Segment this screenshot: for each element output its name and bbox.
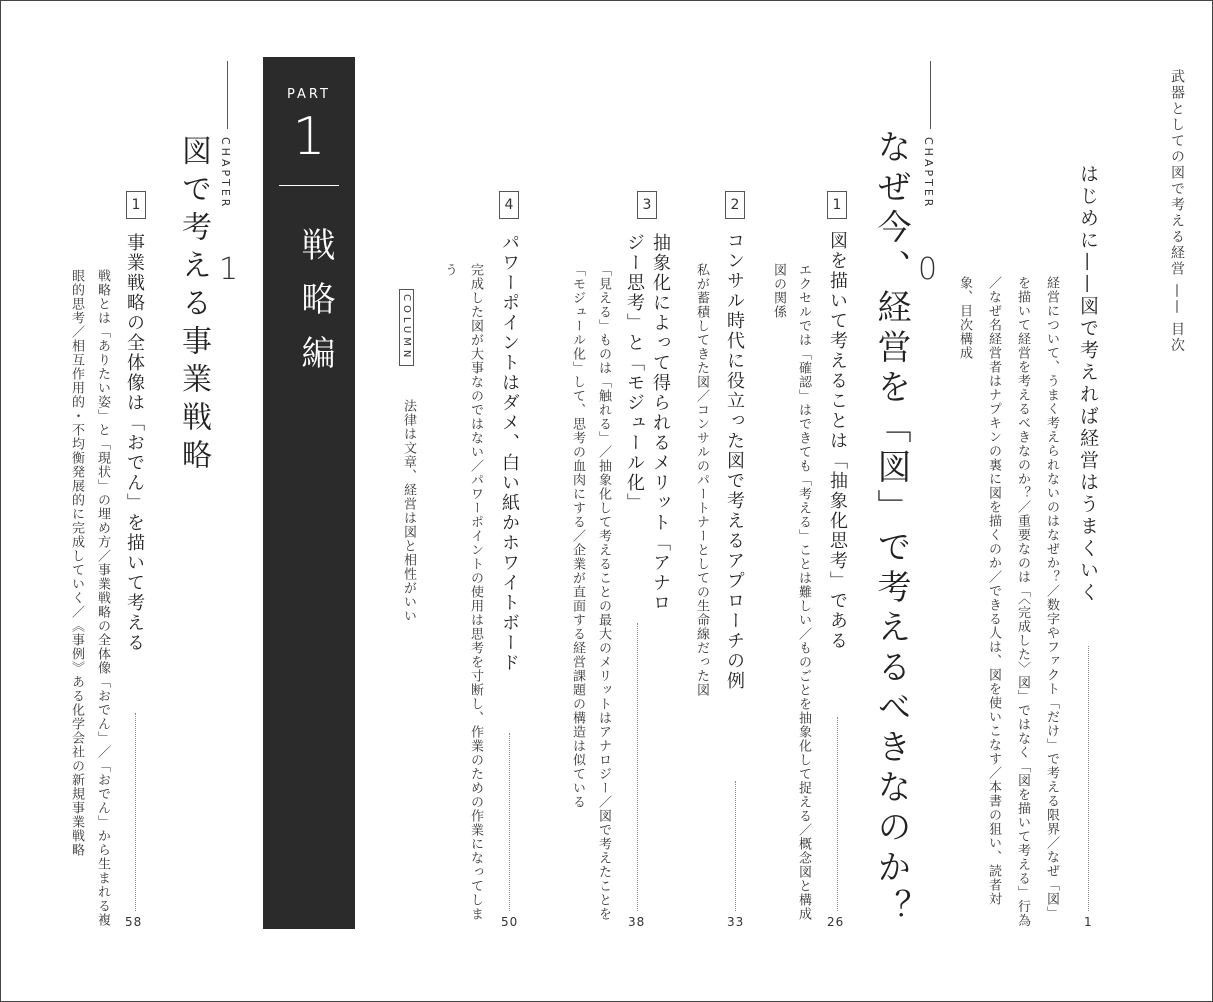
section-title[interactable]: パワーポイントはダメ、白い紙かホワイトボード	[499, 233, 520, 673]
column-badge: COLUMN	[399, 289, 414, 366]
intro-description: 経営について、うまく考えられないのはなぜか？／数字やファクト「だけ」で考える限界／なぜ「図」を描いて経営を考えるべきなのか？／重要なのは「〈完成した〉図」ではなく「図を描いて考える」行為／なぜ名経営者はナプキンの裏に図を描くのか／できる人は、図を使いこなす／本書の狙い、読者対象、目次構成	[957, 276, 1059, 928]
part-label: PART	[287, 87, 331, 102]
part-divider	[279, 185, 339, 186]
section-number-box: 1	[126, 191, 146, 219]
section-number-box: 1	[827, 191, 847, 219]
section-leader-dots	[509, 733, 510, 911]
section-leader-dots	[735, 781, 736, 911]
section-page-number: 58	[125, 915, 143, 929]
part-title: 戦略編	[295, 227, 335, 389]
chapter0-number: 0	[918, 252, 938, 287]
chapter1-title: 図で考える事業戦略	[176, 135, 211, 477]
section-title[interactable]: 抽象化によって得られるメリット「アナロジー思考」と「モジュール化」	[624, 233, 671, 613]
chapter0-title: なぜ今、経営を「図」で考えるべきなのか？	[871, 129, 911, 929]
intro-leader-dots	[1088, 646, 1089, 911]
section-page-number: 26	[827, 915, 845, 929]
section-page-number: 50	[501, 915, 519, 929]
section-description: 私が蓄積してきた図／コンサルのパートナーとしての生命線だった図	[694, 263, 709, 697]
column-title[interactable]: 法律は文章、経営は図と相性がいい	[401, 399, 416, 623]
section-description: 完成した図が大事なのではない／パワーポイントの使用は思考を寸断し、作業のための作業になってしまう	[442, 263, 483, 921]
section-description: エクセルでは「確認」はできても「考える」ことは難しい／ものごとを抽象化して捉える／概念図と構成図の関係	[771, 263, 811, 921]
part-number: 1	[292, 107, 326, 167]
chapter1-rule	[227, 61, 228, 129]
section-number-box: 4	[499, 191, 519, 219]
intro-page-number: 1	[1084, 915, 1093, 929]
part-band	[263, 57, 355, 929]
section-title[interactable]: 図を描いて考えることは「抽象化思考」である	[827, 231, 848, 651]
section-description: 戦略とは「ありたい姿」と「現状」の埋め方／事業戦略の全体像「おでん」／「おでん」から生まれる複眼的思考／相互作用的・不均衡発展的に完成していく／《事例》ある化学会社の新規事業戦略	[69, 269, 110, 927]
section-leader-dots	[837, 717, 838, 911]
section-title[interactable]: 事業戦略の全体像は「おでん」を描いて考える	[124, 233, 145, 653]
chapter0-label: CHAPTER	[922, 137, 935, 210]
section-page-number: 33	[727, 915, 745, 929]
section-leader-dots	[637, 623, 638, 911]
book-title: 武器としての図で考える経営	[1169, 69, 1185, 277]
intro-title[interactable]: はじめに——図で考えれば経営はうまくいく	[1077, 164, 1099, 604]
section-number-box: 2	[725, 191, 745, 219]
chapter1-label: CHAPTER	[219, 137, 232, 210]
section-title[interactable]: コンサル時代に役立った図で考えるアプローチの例	[724, 231, 745, 691]
section-description: 「見える」ものは「触れる」／抽象化して考えることの最大のメリットはアナロジー／図で考えたことを「モジュール化」して、思考の血肉にする／企業が直面する経営課題の構造は似ている	[570, 263, 611, 921]
header-dash: ——	[1169, 283, 1185, 316]
section-leader-dots	[135, 713, 136, 911]
chapter1-number: 1	[219, 252, 239, 287]
running-header	[1167, 69, 1187, 354]
chapter0-rule	[930, 61, 931, 129]
contents-label: 目次	[1169, 321, 1185, 354]
section-page-number: 38	[628, 915, 646, 929]
section-number-box: 3	[637, 191, 657, 219]
